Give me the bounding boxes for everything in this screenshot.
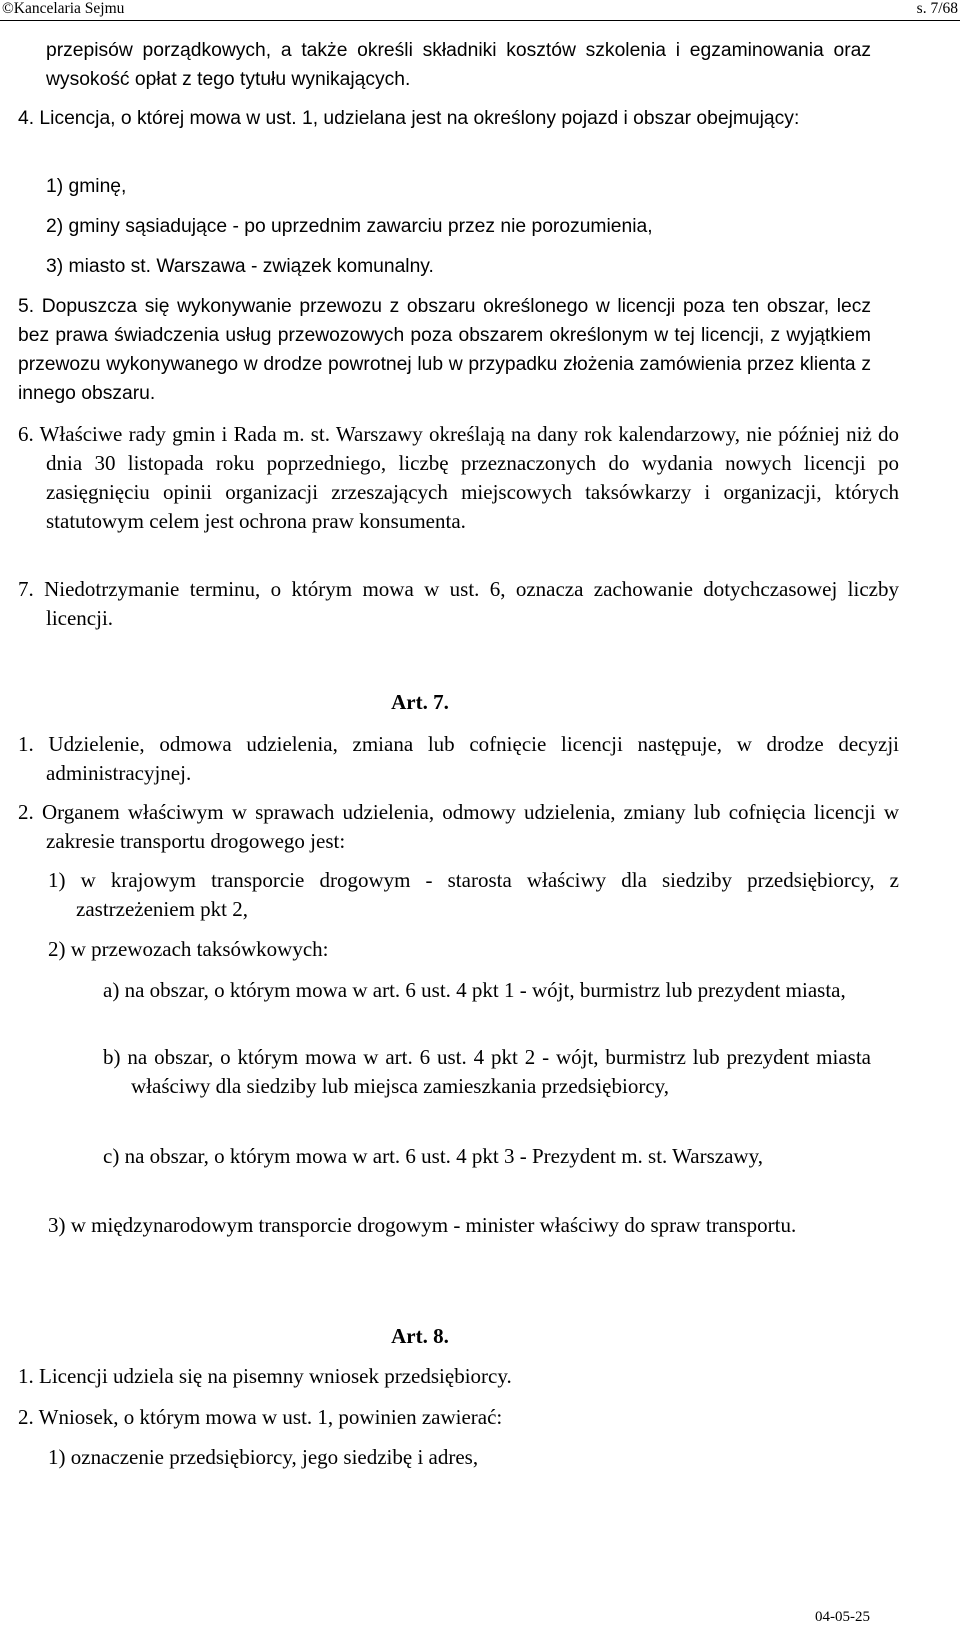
page-footer-date: 04-05-25 xyxy=(815,1609,870,1625)
art7-item-2a: a) na obszar, o którym mowa w art. 6 ust. 4 pkt 1 - wójt, burmistrz lub prezydent miasta, xyxy=(103,978,846,1002)
art8-item-1: 1) oznaczenie przedsiębiorcy, jego siedzibę i adres, xyxy=(48,1445,479,1469)
art8-para-1: 1. Licencji udziela się na pisemny wniosek przedsiębiorcy. xyxy=(18,1364,512,1388)
art6-para-6: 6. Właściwe rady gmin i Rada m. st. Warszawy określają na dany rok kalendarzowy, nie później niż do dnia 30 listopada roku poprzedniego, liczbę przeznaczonych do wydania nowych licencji po zasięgnięciu opinii organizacji zrzeszających miejscowych taksówkarzy i organizacji, których statutowym celem jest ochrona praw konsumenta. xyxy=(18,422,899,533)
art7-item-2c: c) na obszar, o którym mowa w art. 6 ust. 4 pkt 3 - Prezydent m. st. Warszawy, xyxy=(103,1144,763,1168)
art7-item-2b: b) na obszar, o którym mowa w art. 6 ust. 4 pkt 2 - wójt, burmistrz lub prezydent miasta właściwy dla siedziby lub miejsca zamieszkania przedsiębiorcy, xyxy=(103,1045,871,1098)
art6-continuation: przepisów porządkowych, a także określi składniki kosztów szkolenia i egzaminowania oraz wysokość opłat z tego tytułu wynikających. xyxy=(46,40,871,90)
art6-para-4-item-1: 1) gminę, xyxy=(46,176,127,197)
art6-para-4-item-2: 2) gminy sąsiadujące - po uprzednim zawarciu przez nie porozumienia, xyxy=(46,216,653,237)
art8-para-2: 2. Wniosek, o którym mowa w ust. 1, powinien zawierać: xyxy=(18,1405,503,1429)
art8-heading: Art. 8. xyxy=(391,1324,449,1348)
art7-para-2: 2. Organem właściwym w sprawach udzielenia, odmowy udzielenia, zmiany lub cofnięcia licencji w zakresie transportu drogowego jest: xyxy=(18,800,899,853)
art7-item-3: 3) w międzynarodowym transporcie drogowym - minister właściwy do spraw transportu. xyxy=(48,1213,797,1237)
art7-item-1: 1) w krajowym transporcie drogowym - starosta właściwy dla siedziby przedsiębiorcy, z zastrzeżeniem pkt 2, xyxy=(48,868,899,921)
art7-item-2: 2) w przewozach taksówkowych: xyxy=(48,937,329,961)
page-header xyxy=(0,0,960,21)
copyright-label: ©Kancelaria Sejmu xyxy=(2,0,125,17)
art7-heading: Art. 7. xyxy=(391,690,449,714)
art6-para-7: 7. Niedotrzymanie terminu, o którym mowa w ust. 6, oznacza zachowanie dotychczasowej liczby licencji. xyxy=(18,577,899,630)
art6-para-5: 5. Dopuszcza się wykonywanie przewozu z obszaru określonego w licencji poza ten obszar, lecz bez prawa świadczenia usług przewozowych poza obszarem określonym w tej licencji, z wyjątkiem przewozu wykonywanego w drodze powrotnej lub w przypadku złożenia zamówienia przez klienta z innego obszaru. xyxy=(18,296,871,404)
page-number: s. 7/68 xyxy=(916,0,958,17)
art6-para-4: 4. Licencja, o której mowa w ust. 1, udzielana jest na określony pojazd i obszar obejmujący: xyxy=(18,108,800,129)
art7-para-1: 1. Udzielenie, odmowa udzielenia, zmiana lub cofnięcie licencji następuje, w drodze decyzji administracyjnej. xyxy=(18,732,899,785)
art6-para-4-item-3: 3) miasto st. Warszawa - związek komunalny. xyxy=(46,256,434,277)
